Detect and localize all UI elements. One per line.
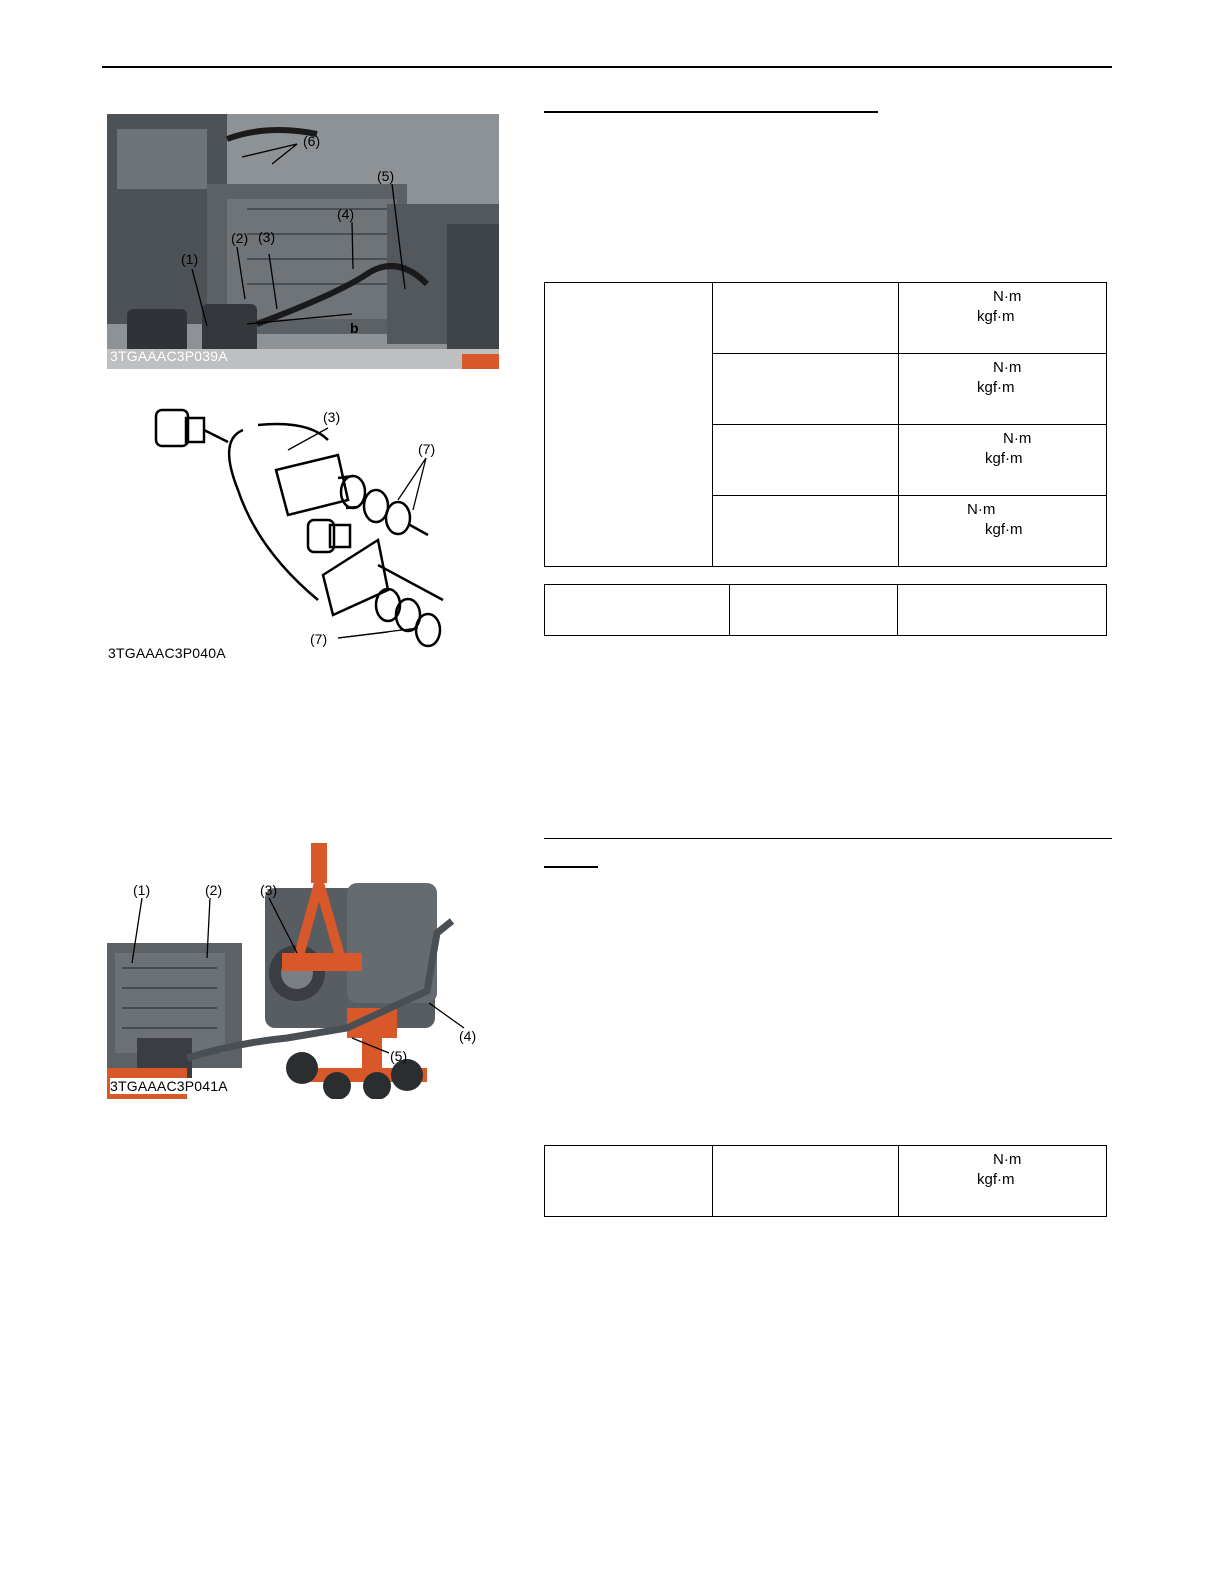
- section-heading-underline: [544, 111, 878, 113]
- torque-item-cell: [713, 283, 899, 354]
- figure-1-code: 3TGAAAC3P039A: [110, 348, 228, 364]
- subsection-heading-underline: [544, 866, 598, 868]
- unit-nm: N·m: [967, 501, 996, 518]
- callout-5: (5): [390, 1048, 408, 1064]
- torque-item-cell: [713, 496, 899, 567]
- torque-table-label-cell: [545, 283, 713, 567]
- spec-label-cell: [545, 585, 730, 636]
- figure-2-code: 3TGAAAC3P040A: [108, 645, 226, 661]
- figure-3-photo: [107, 843, 499, 1099]
- torque-item-cell: [713, 425, 899, 496]
- unit-nm: N·m: [993, 359, 1022, 376]
- callout-1: (1): [181, 251, 199, 267]
- torque-value-cell: [899, 496, 1107, 567]
- unit-nm: N·m: [1003, 430, 1032, 447]
- callout-3: (3): [258, 229, 276, 245]
- tightening-torque-table: [544, 282, 1107, 567]
- callout-2: (2): [205, 882, 223, 898]
- torque-table-label-cell: [545, 1146, 713, 1217]
- figure-2-drawing: [148, 400, 448, 655]
- tightening-torque-table-2: [544, 1145, 1107, 1217]
- callout-7-lower: (7): [310, 631, 328, 647]
- unit-kgfm: kgf·m: [985, 521, 1023, 538]
- figure-1-photo: [107, 114, 499, 369]
- spec-value-cell: [898, 585, 1107, 636]
- torque-item-cell: [713, 1146, 899, 1217]
- spec-item-cell: [730, 585, 898, 636]
- torque-item-cell: [713, 354, 899, 425]
- callout-2: (2): [231, 230, 249, 246]
- callout-1: (1): [133, 882, 151, 898]
- section-divider: [544, 838, 1112, 839]
- callout-3: (3): [323, 409, 341, 425]
- unit-kgfm: kgf·m: [977, 379, 1015, 396]
- unit-kgfm: kgf·m: [977, 1171, 1015, 1188]
- unit-nm: N·m: [993, 288, 1022, 305]
- torque-value-cell: [899, 1146, 1107, 1217]
- callout-3: (3): [260, 882, 278, 898]
- unit-nm: N·m: [993, 1151, 1022, 1168]
- spec-table: [544, 584, 1107, 636]
- callout-4: (4): [459, 1028, 477, 1044]
- callout-7-upper: (7): [418, 441, 436, 457]
- torque-value-cell: [899, 283, 1107, 354]
- callout-6: (6): [303, 133, 321, 149]
- unit-kgfm: kgf·m: [977, 308, 1015, 325]
- figure-3-code: 3TGAAAC3P041A: [110, 1078, 228, 1094]
- callout-4: (4): [337, 206, 355, 222]
- torque-value-cell: [899, 425, 1107, 496]
- callout-b: b: [350, 320, 359, 336]
- unit-kgfm: kgf·m: [985, 450, 1023, 467]
- callout-5: (5): [377, 168, 395, 184]
- header-rule: [102, 66, 1112, 68]
- torque-value-cell: [899, 354, 1107, 425]
